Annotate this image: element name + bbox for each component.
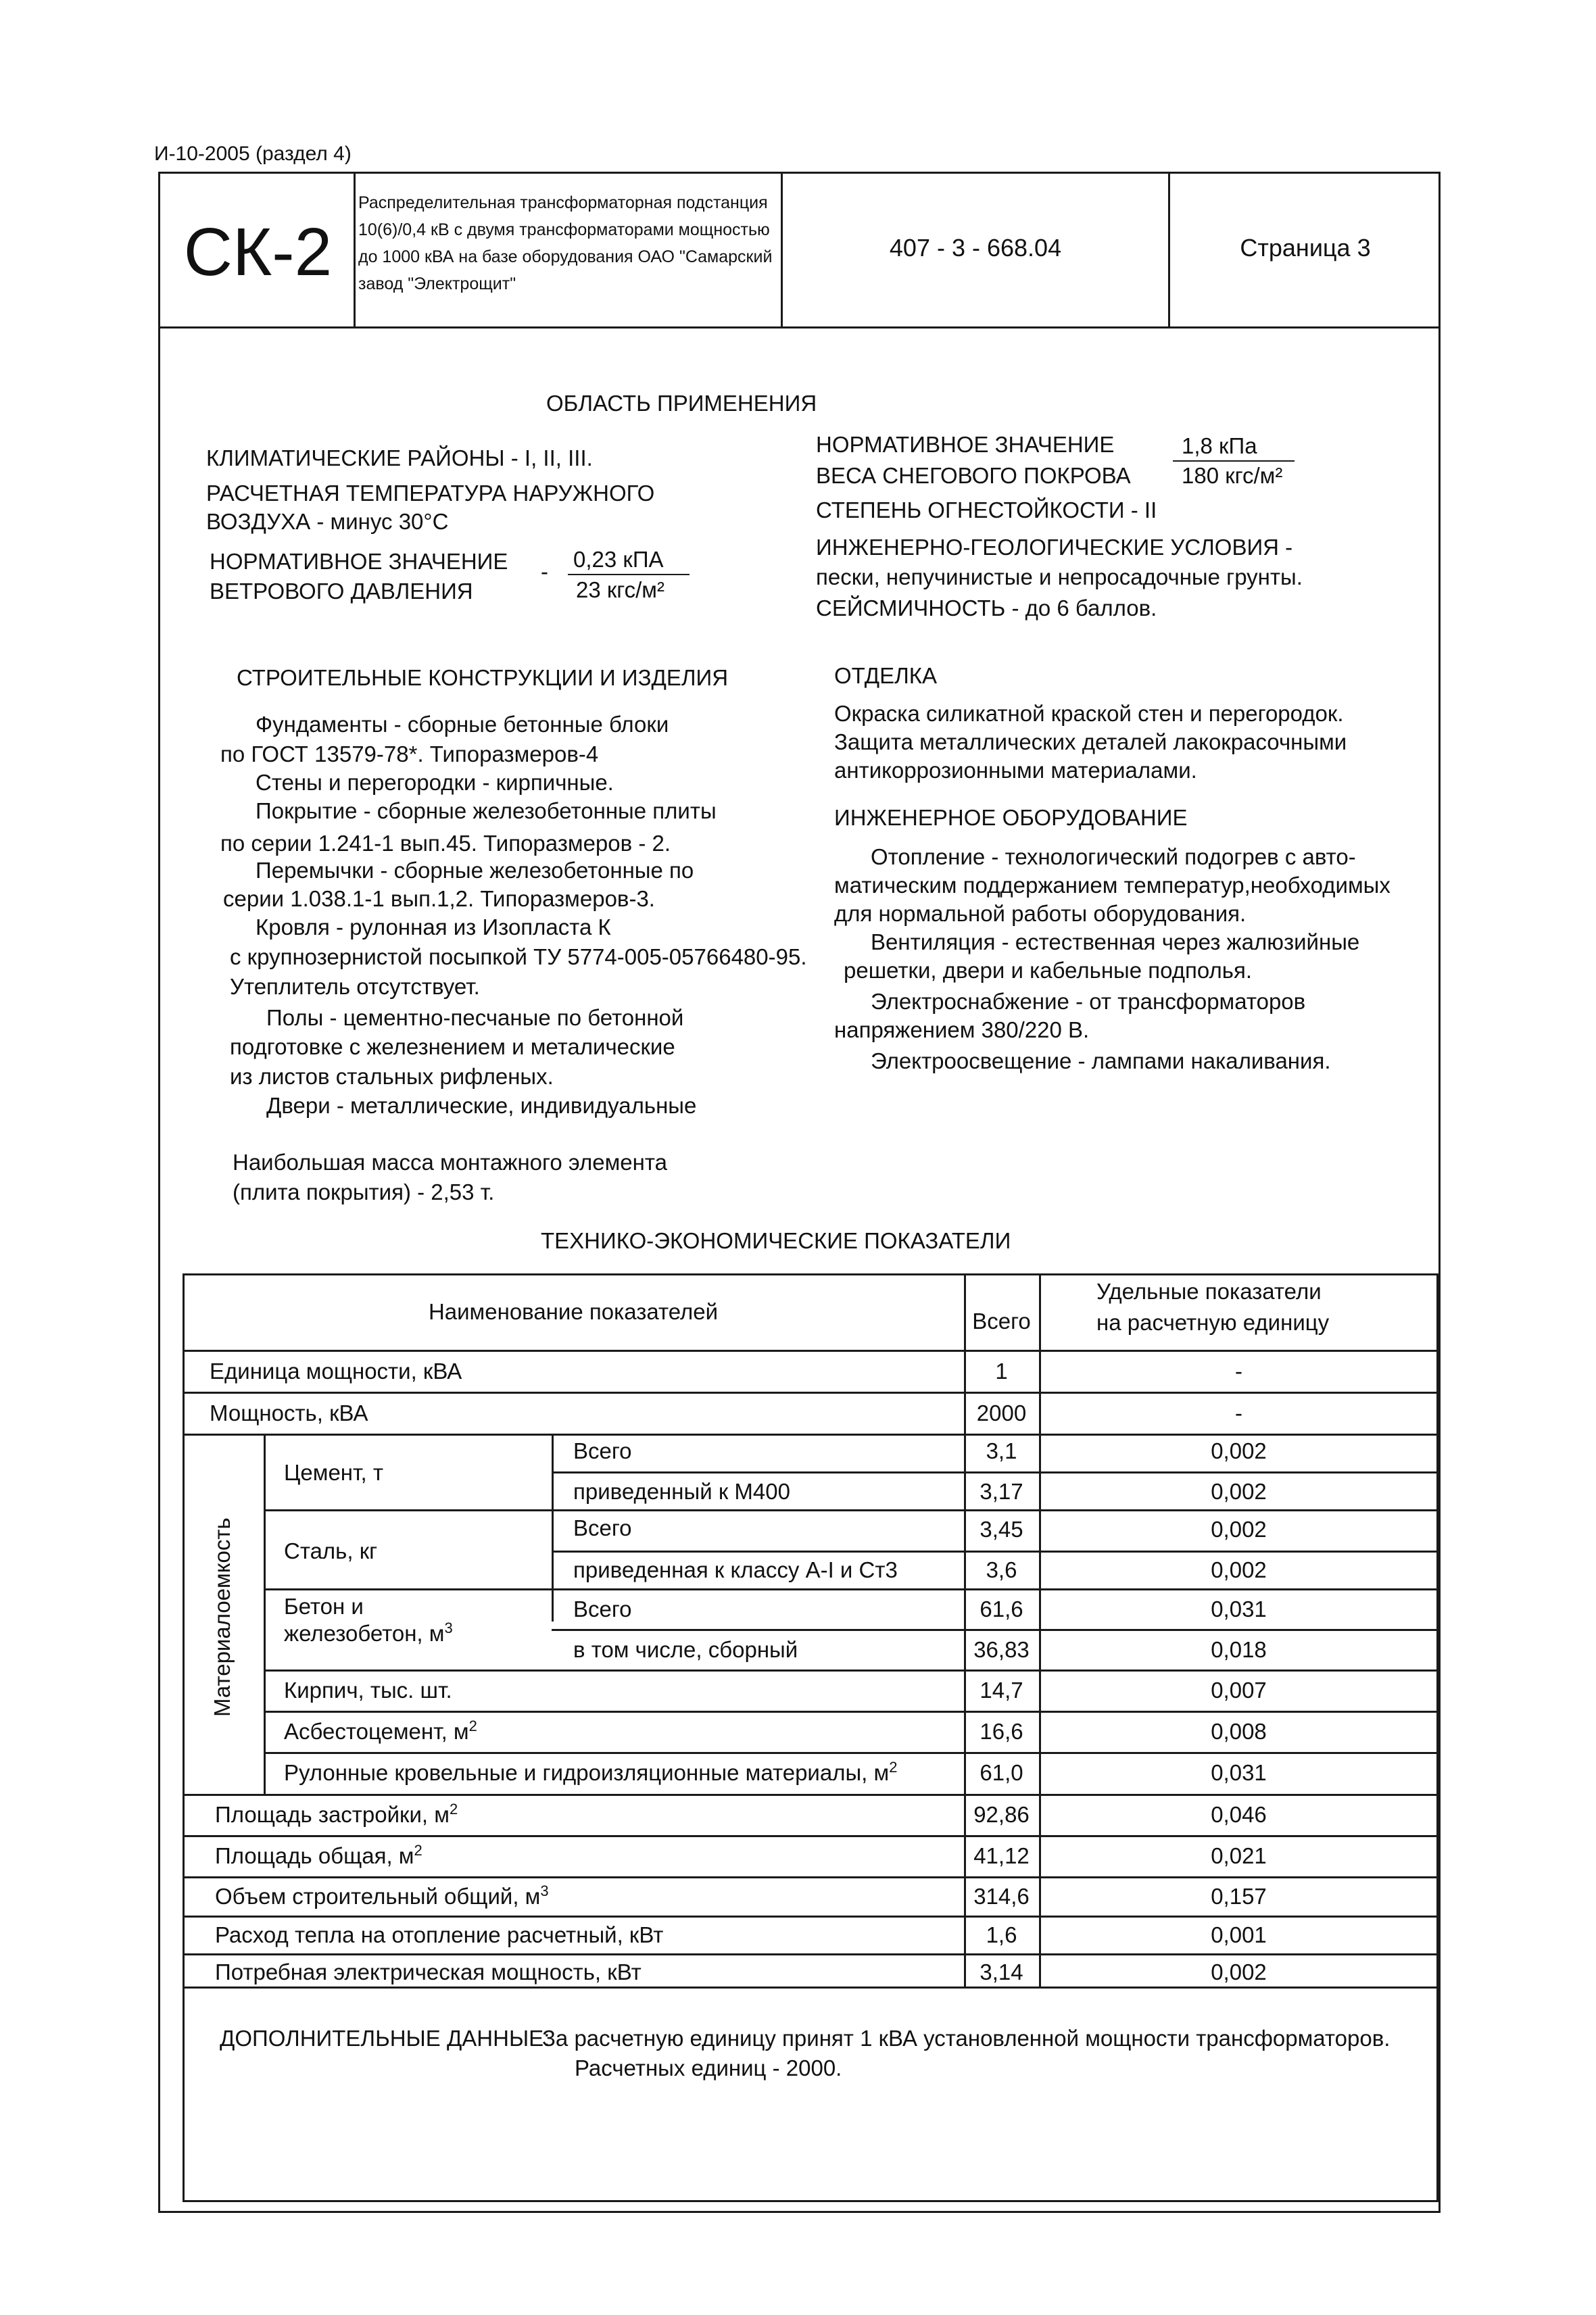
table-row — [284, 1621, 453, 1647]
table-row: Цемент, т — [284, 1460, 383, 1485]
cell-unit: 0,157 — [1211, 1884, 1267, 1909]
section-heading-construction: СТРОИТЕЛЬНЫЕ КОНСТРУКЦИИ И ИЗДЕЛИЯ — [237, 665, 729, 690]
wind-label: НОРМАТИВНОЕ ЗНАЧЕНИЕ — [210, 549, 508, 574]
cell-total: 61,6 — [980, 1597, 1023, 1622]
section-heading-engineering: ИНЖЕНЕРНОЕ ОБОРУДОВАНИЕ — [834, 805, 1188, 830]
construction-line: по серии 1.241-1 вып.45. Типоразмеров - 2. — [220, 831, 671, 856]
cell-unit: 0,002 — [1211, 1557, 1267, 1582]
unit-power: 3 — [444, 1619, 453, 1636]
col-header-unit: на расчетную единицу — [1096, 1310, 1330, 1335]
cell-unit: 0,031 — [1211, 1597, 1267, 1622]
table-row — [215, 1884, 549, 1909]
construction-line: Стены и перегородки - кирпичные. — [256, 770, 614, 795]
col-header-total: Всего — [972, 1309, 1031, 1334]
description-line: до 1000 кВА на базе оборудования ОАО "Самарский — [358, 247, 773, 266]
table-row: Кирпич, тыс. шт. — [284, 1678, 452, 1703]
cell-name: Площадь застройки, м — [215, 1802, 450, 1827]
additional-text: За расчетную единицу принят 1 кВА установленной мощности трансформаторов. — [542, 2026, 1391, 2051]
table-row — [215, 1843, 422, 1869]
cell-unit: 0,002 — [1211, 1479, 1267, 1504]
cell-total: 36,83 — [973, 1637, 1030, 1662]
cell-unit: 0,002 — [1211, 1517, 1267, 1542]
temperature-line: РАСЧЕТНАЯ ТЕМПЕРАТУРА НАРУЖНОГО — [206, 481, 655, 506]
mass-line: Наибольшая масса монтажного элемента — [233, 1150, 667, 1175]
cell-total: 61,0 — [980, 1760, 1023, 1785]
cell-unit: 0,018 — [1211, 1637, 1267, 1662]
description-line: Распределительная трансформаторная подстанция — [358, 193, 768, 212]
cell-unit: 0,046 — [1211, 1802, 1267, 1827]
cell-name: Площадь общая, м — [215, 1843, 414, 1868]
table-row — [284, 1719, 477, 1745]
engineering-line: Вентиляция - естественная через жалюзийные — [871, 929, 1360, 954]
unit-power: 2 — [414, 1842, 422, 1859]
table-row: Бетон и — [284, 1594, 364, 1619]
description-line: завод "Электрощит" — [358, 274, 516, 293]
wind-value-kpa: 0,23 кПА — [573, 547, 664, 572]
table-row-line — [264, 1752, 1438, 1754]
cell-sub: Всего — [573, 1515, 632, 1540]
engineering-line: решетки, двери и кабельные подполья. — [844, 958, 1253, 983]
geology-heading: ИНЖЕНЕРНО-ГЕОЛОГИЧЕСКИЕ УСЛОВИЯ - — [816, 535, 1293, 560]
table-row — [215, 1802, 458, 1828]
table-row-line — [264, 1670, 1438, 1672]
table-row-line — [183, 1835, 1438, 1837]
table-row-line — [183, 1876, 1438, 1878]
table-row-line — [183, 1392, 1438, 1394]
cell-unit: 0,007 — [1211, 1678, 1267, 1703]
cell-total: 14,7 — [980, 1678, 1023, 1703]
geology-text: пески, непучинистые и непросадочные грунты. — [816, 564, 1303, 589]
section-heading-indicators: ТЕХНИКО-ЭКОНОМИЧЕСКИЕ ПОКАЗАТЕЛИ — [541, 1228, 1011, 1253]
cell-total: 3,6 — [986, 1557, 1017, 1582]
cell-unit: 0,001 — [1211, 1922, 1267, 1947]
cell-total: 3,1 — [986, 1438, 1017, 1463]
cell-name: железобетон, м — [284, 1621, 445, 1646]
cell-total: 16,6 — [980, 1719, 1023, 1744]
cell-sub: приведенный к М400 — [573, 1479, 790, 1504]
cell-total: 314,6 — [973, 1884, 1030, 1909]
construction-line: Перемычки - сборные железобетонные по — [256, 858, 694, 883]
wind-value-kgs: 23 кгс/м² — [576, 577, 664, 602]
engineering-line: Отопление - технологический подогрев с авто- — [871, 844, 1356, 869]
cell-total: 3,14 — [980, 1959, 1023, 1984]
table-row: Расход тепла на отопление расчетный, кВт — [215, 1922, 664, 1947]
construction-line: серии 1.038.1-1 вып.1,2. Типоразмеров-3. — [223, 886, 655, 911]
engineering-line: для нормальной работы оборудования. — [834, 901, 1247, 926]
table-row: Сталь, кг — [284, 1538, 378, 1563]
title-description — [358, 189, 781, 297]
snow-label: НОРМАТИВНОЕ ЗНАЧЕНИЕ — [816, 432, 1115, 457]
table-row: Потребная электрическая мощность, кВт — [215, 1959, 642, 1984]
construction-line: с крупнозернистой посыпкой ТУ 5774-005-05766480-95. — [230, 944, 807, 969]
cell-sub: приведенная к классу А-I и Ст3 — [573, 1557, 898, 1582]
table-col-line — [264, 1434, 266, 1794]
project-number: 407 - 3 - 668.04 — [889, 234, 1062, 262]
snow-label: ВЕСА СНЕГОВОГО ПОКРОВА — [816, 463, 1131, 488]
unit-power: 2 — [468, 1717, 477, 1734]
table-row-line — [183, 1434, 1438, 1436]
table-row-line — [183, 1794, 1438, 1796]
unit-power: 2 — [449, 1801, 458, 1818]
col-header-unit: Удельные показатели — [1096, 1279, 1322, 1304]
construction-line: Двери - металлические, индивидуальные — [266, 1093, 697, 1118]
cell-unit: - — [1235, 1400, 1242, 1425]
cell-sub: в том числе, сборный — [573, 1637, 798, 1662]
engineering-line: Электроснабжение - от трансформаторов — [871, 989, 1306, 1014]
construction-line: Кровля - рулонная из Изопласта К — [256, 915, 611, 940]
cell-total: 92,86 — [973, 1802, 1030, 1827]
col-header-name: Наименование показателей — [428, 1299, 719, 1324]
snow-value-kpa: 1,8 кПа — [1182, 433, 1257, 458]
fraction-line — [568, 574, 690, 575]
mass-line: (плита покрытия) - 2,53 т. — [233, 1179, 495, 1204]
climate-regions: КЛИМАТИЧЕСКИЕ РАЙОНЫ - I, II, III. — [206, 445, 593, 470]
table-row-line — [264, 1509, 1438, 1511]
cell-name: Асбестоцемент, м — [284, 1719, 469, 1744]
cell-unit: 0,002 — [1211, 1959, 1267, 1984]
cell-unit: - — [1235, 1359, 1242, 1384]
cell-name: Объем строительный общий, м — [215, 1884, 541, 1909]
finishing-line: Окраска силикатной краской стен и перегородок. — [834, 701, 1344, 726]
cell-unit: 0,031 — [1211, 1760, 1267, 1785]
table-row-line — [183, 1350, 1438, 1352]
table-row-line — [183, 1916, 1438, 1918]
table-row-line — [264, 1588, 1438, 1590]
title-divider — [354, 172, 356, 328]
section-heading-finishing: ОТДЕЛКА — [834, 663, 937, 688]
fire-resistance: СТЕПЕНЬ ОГНЕСТОЙКОСТИ - II — [816, 497, 1157, 522]
cell-sub: Всего — [573, 1438, 632, 1463]
construction-line: Фундаменты - сборные бетонные блоки — [256, 712, 669, 737]
table-row — [284, 1760, 897, 1786]
snow-value-kgs: 180 кгс/м² — [1182, 463, 1283, 488]
table-row: Мощность, кВА — [210, 1400, 368, 1425]
temperature-line: ВОЗДУХА - минус 30°С — [206, 509, 449, 534]
cell-total: 41,12 — [973, 1843, 1030, 1868]
construction-line: подготовке с железнением и металические — [230, 1034, 675, 1059]
cell-unit: 0,008 — [1211, 1719, 1267, 1744]
seismicity: СЕЙСМИЧНОСТЬ - до 6 баллов. — [816, 595, 1157, 620]
cell-total: 1 — [995, 1359, 1008, 1384]
additional-text: Расчетных единиц - 2000. — [575, 2055, 842, 2080]
cell-total: 2000 — [976, 1400, 1027, 1425]
wind-dash: - — [541, 559, 548, 584]
table-row-line — [552, 1629, 1438, 1631]
finishing-line: антикоррозионными материалами. — [834, 758, 1197, 783]
engineering-line: Электроосвещение - лампами накаливания. — [871, 1048, 1331, 1073]
description-line: 10(6)/0,4 кВ с двумя трансформаторами мощностью — [358, 220, 770, 239]
construction-line: Утеплитель отсутствует. — [230, 974, 480, 999]
cell-total: 3,45 — [980, 1517, 1023, 1542]
page-number: Страница 3 — [1240, 234, 1371, 262]
wind-label: ВЕТРОВОГО ДАВЛЕНИЯ — [210, 579, 473, 604]
engineering-line: матическим поддержанием температур,необходимых — [834, 873, 1391, 898]
engineering-line: напряжением 380/220 В. — [834, 1017, 1090, 1042]
fraction-line — [1173, 460, 1295, 462]
unit-power: 3 — [540, 1882, 549, 1899]
table-row-line — [552, 1471, 1438, 1473]
section-heading-application: ОБЛАСТЬ ПРИМЕНЕНИЯ — [546, 391, 817, 416]
construction-line: Покрытие - сборные железобетонные плиты — [256, 798, 717, 823]
unit-power: 2 — [889, 1759, 898, 1776]
cell-sub: Всего — [573, 1597, 632, 1622]
table-row: Единица мощности, кВА — [210, 1359, 462, 1384]
additional-box — [183, 1989, 1438, 2202]
cell-name: Рулонные кровельные и гидроизляционные материалы, м — [284, 1760, 890, 1785]
construction-line: из листов стальных рифленых. — [230, 1064, 554, 1089]
construction-line: по ГОСТ 13579-78*. Типоразмеров-4 — [220, 741, 599, 766]
table-row-line — [264, 1711, 1438, 1713]
document-reference: И-10-2005 (раздел 4) — [154, 143, 352, 165]
materials-group-label: Материалоемкость — [210, 1517, 235, 1717]
sheet-code: СК-2 — [183, 214, 333, 290]
finishing-line: Защита металлических деталей лакокрасочными — [834, 729, 1347, 754]
cell-total: 3,17 — [980, 1479, 1023, 1504]
table-row-line — [183, 1953, 1438, 1955]
table-row-line — [552, 1551, 1438, 1553]
cell-total: 1,6 — [986, 1922, 1017, 1947]
table-col-line — [552, 1434, 554, 1622]
additional-label: ДОПОЛНИТЕЛЬНЫЕ ДАННЫЕ: — [220, 2026, 550, 2051]
cell-unit: 0,021 — [1211, 1843, 1267, 1868]
cell-unit: 0,002 — [1211, 1438, 1267, 1463]
construction-line: Полы - цементно-песчаные по бетонной — [266, 1005, 684, 1030]
